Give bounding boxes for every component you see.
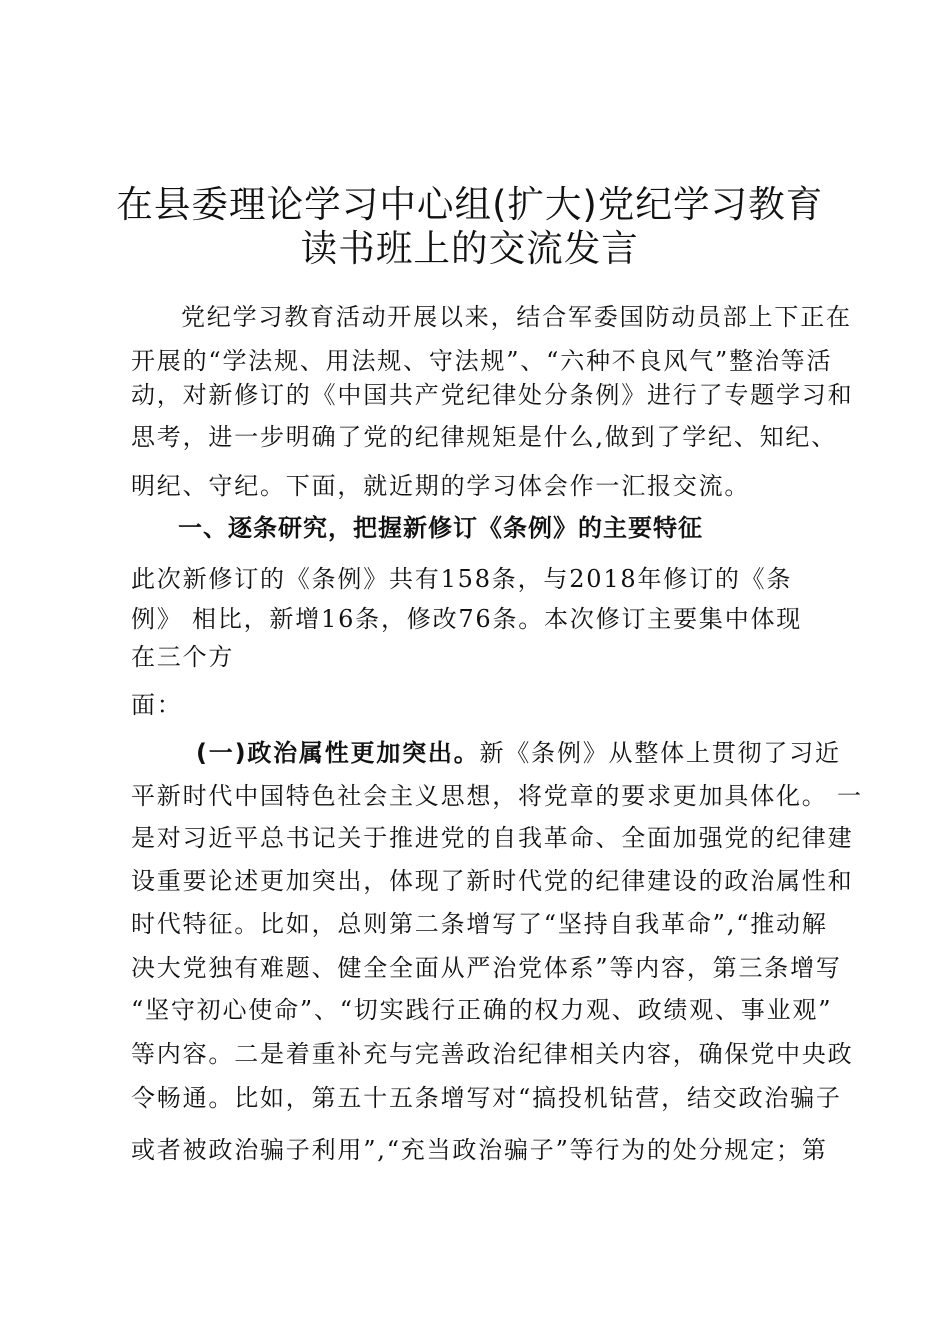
intro-line: 动，对新修订的《中国共产党纪律处分条例》进行了专题学习和 [131, 381, 854, 409]
document-title-line-1: 在县委理论学习中心组(扩大)党纪学习教育 [116, 183, 824, 226]
intro-line: 党纪学习教育活动开展以来，结合军委国防动员部上下正在 [181, 303, 852, 331]
intro-line: 开展的“学法规、用法规、守法规”、“六种不良风气”整治等活 [131, 347, 833, 375]
subsection-line: 设重要论述更加突出，体现了新时代党的纪律建设的政治属性和 [131, 867, 854, 895]
section-line: 面： [131, 691, 183, 719]
subsection-line: 时代特征。比如，总则第二条增写了“坚持自我革命”,“推动解 [131, 910, 828, 938]
subsection-heading: (一)政治属性更加突出。 [196, 739, 480, 767]
subsection-lead-text: 新《条例》从整体上贯彻了习近 [479, 739, 841, 767]
intro-line: 思考，进一步明确了党的纪律规矩是什么,做到了学纪、知纪、 [131, 423, 838, 451]
subsection-lead [196, 733, 841, 768]
subsection-line: 平新时代中国特色社会主义思想，将党章的要求更加具体化。 一 [131, 782, 863, 810]
subsection-line: 令畅通。比如，第五十五条增写对“搞投机钻营，结交政治骗子 [131, 1084, 842, 1112]
intro-line: 明纪、守纪。下面，就近期的学习体会作一汇报交流。 [131, 472, 751, 500]
subsection-line: 等内容。二是着重补充与完善政治纪律相关内容，确保党中央政 [131, 1040, 854, 1068]
section-line: 在三个方 [131, 643, 235, 671]
subsection-line: 或者被政治骗子利用”,“充当政治骗子”等行为的处分规定；第 [131, 1136, 828, 1164]
section-heading: 一、逐条研究，把握新修订《条例》的主要特征 [178, 514, 703, 542]
section-line: 例》 相比，新增16条，修改76条。本次修订主要集中体现 [131, 605, 803, 633]
subsection-line: 是对习近平总书记关于推进党的自我革命、全面加强党的纪律建 [131, 824, 854, 852]
section-line: 此次新修订的《条例》共有158条，与2018年修订的《条 [131, 565, 793, 593]
subsection-line: 决大党独有难题、健全全面从严治党体系”等内容，第三条增写 [131, 954, 842, 982]
document-title-line-2: 读书班上的交流发言 [300, 227, 639, 270]
subsection-line: “坚守初心使命”、“切实践行正确的权力观、政绩观、事业观” [131, 996, 833, 1024]
